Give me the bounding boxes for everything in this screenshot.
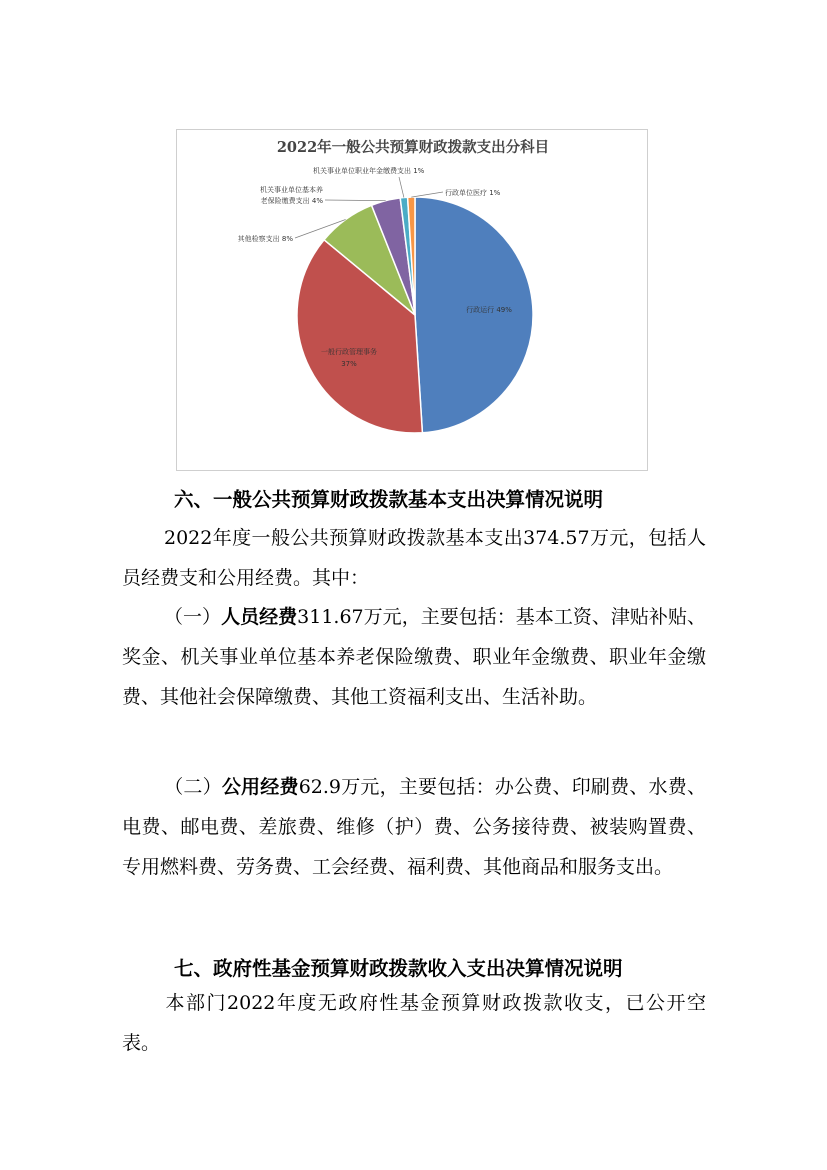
public-expense-label: 公用经费 bbox=[221, 776, 299, 798]
section-7-p1-text: 本部门2022年度无政府性基金预算财政拨款收支，已公开空表。 bbox=[122, 992, 706, 1054]
leader-line-4 bbox=[399, 177, 404, 198]
leader-line-5 bbox=[411, 192, 443, 197]
slice-label-2: 其他检察支出 8% bbox=[237, 235, 293, 243]
personnel-prefix: （一） bbox=[164, 606, 222, 628]
section-7-paragraph-1 bbox=[122, 983, 706, 1063]
section-6-heading: 六、一般公共预算财政拨款基本支出决算情况说明 bbox=[174, 488, 604, 511]
slice-label-0: 行政运行 49% bbox=[466, 306, 512, 314]
slice-label-4: 机关事业单位职业年金缴费支出 1% bbox=[313, 167, 425, 175]
chart-title: 2022年一般公共预算财政拨款支出分科目 bbox=[276, 139, 550, 156]
section-7-heading: 七、政府性基金预算财政拨款收入支出决算情况说明 bbox=[174, 957, 623, 980]
slice-label-3: 机关事业单位基本养 bbox=[260, 186, 323, 194]
section-6-paragraph-1 bbox=[122, 518, 706, 598]
personnel-expense-label: 人员经费 bbox=[221, 606, 298, 628]
public-prefix: （二） bbox=[164, 776, 222, 798]
public-expense-text: 62.9万元，主要包括：办公费、印刷费、水费、电费、邮电费、差旅费、维修（护）费、公务接待费、被装购置费、专用燃料费、劳务费、工会经费、福利费、其他商品和服务支出。 bbox=[122, 776, 706, 878]
slice-label-1-line2: 37% bbox=[341, 360, 357, 368]
slice-label-5: 行政单位医疗 1% bbox=[445, 189, 501, 197]
pie-slice-0 bbox=[415, 197, 533, 433]
personnel-expense-paragraph bbox=[122, 597, 706, 717]
public-expense-paragraph bbox=[122, 767, 706, 887]
pie-chart bbox=[176, 129, 648, 471]
pie-chart-svg bbox=[177, 130, 649, 472]
slice-label-1: 一般行政管理事务 bbox=[321, 348, 377, 356]
slice-label-3-line2: 老保险缴费支出 4% bbox=[260, 197, 323, 205]
leader-line-3 bbox=[325, 200, 386, 201]
section-6-p1-text: 2022年度一般公共预算财政拨款基本支出374.57万元，包括人员经费支和公用经费。其中： bbox=[122, 527, 706, 589]
personnel-expense-text: 311.67万元，主要包括：基本工资、津贴补贴、奖金、机关事业单位基本养老保险缴费、职业年金缴费、职业年金缴费、其他社会保障缴费、其他工资福利支出、生活补助。 bbox=[122, 606, 706, 708]
